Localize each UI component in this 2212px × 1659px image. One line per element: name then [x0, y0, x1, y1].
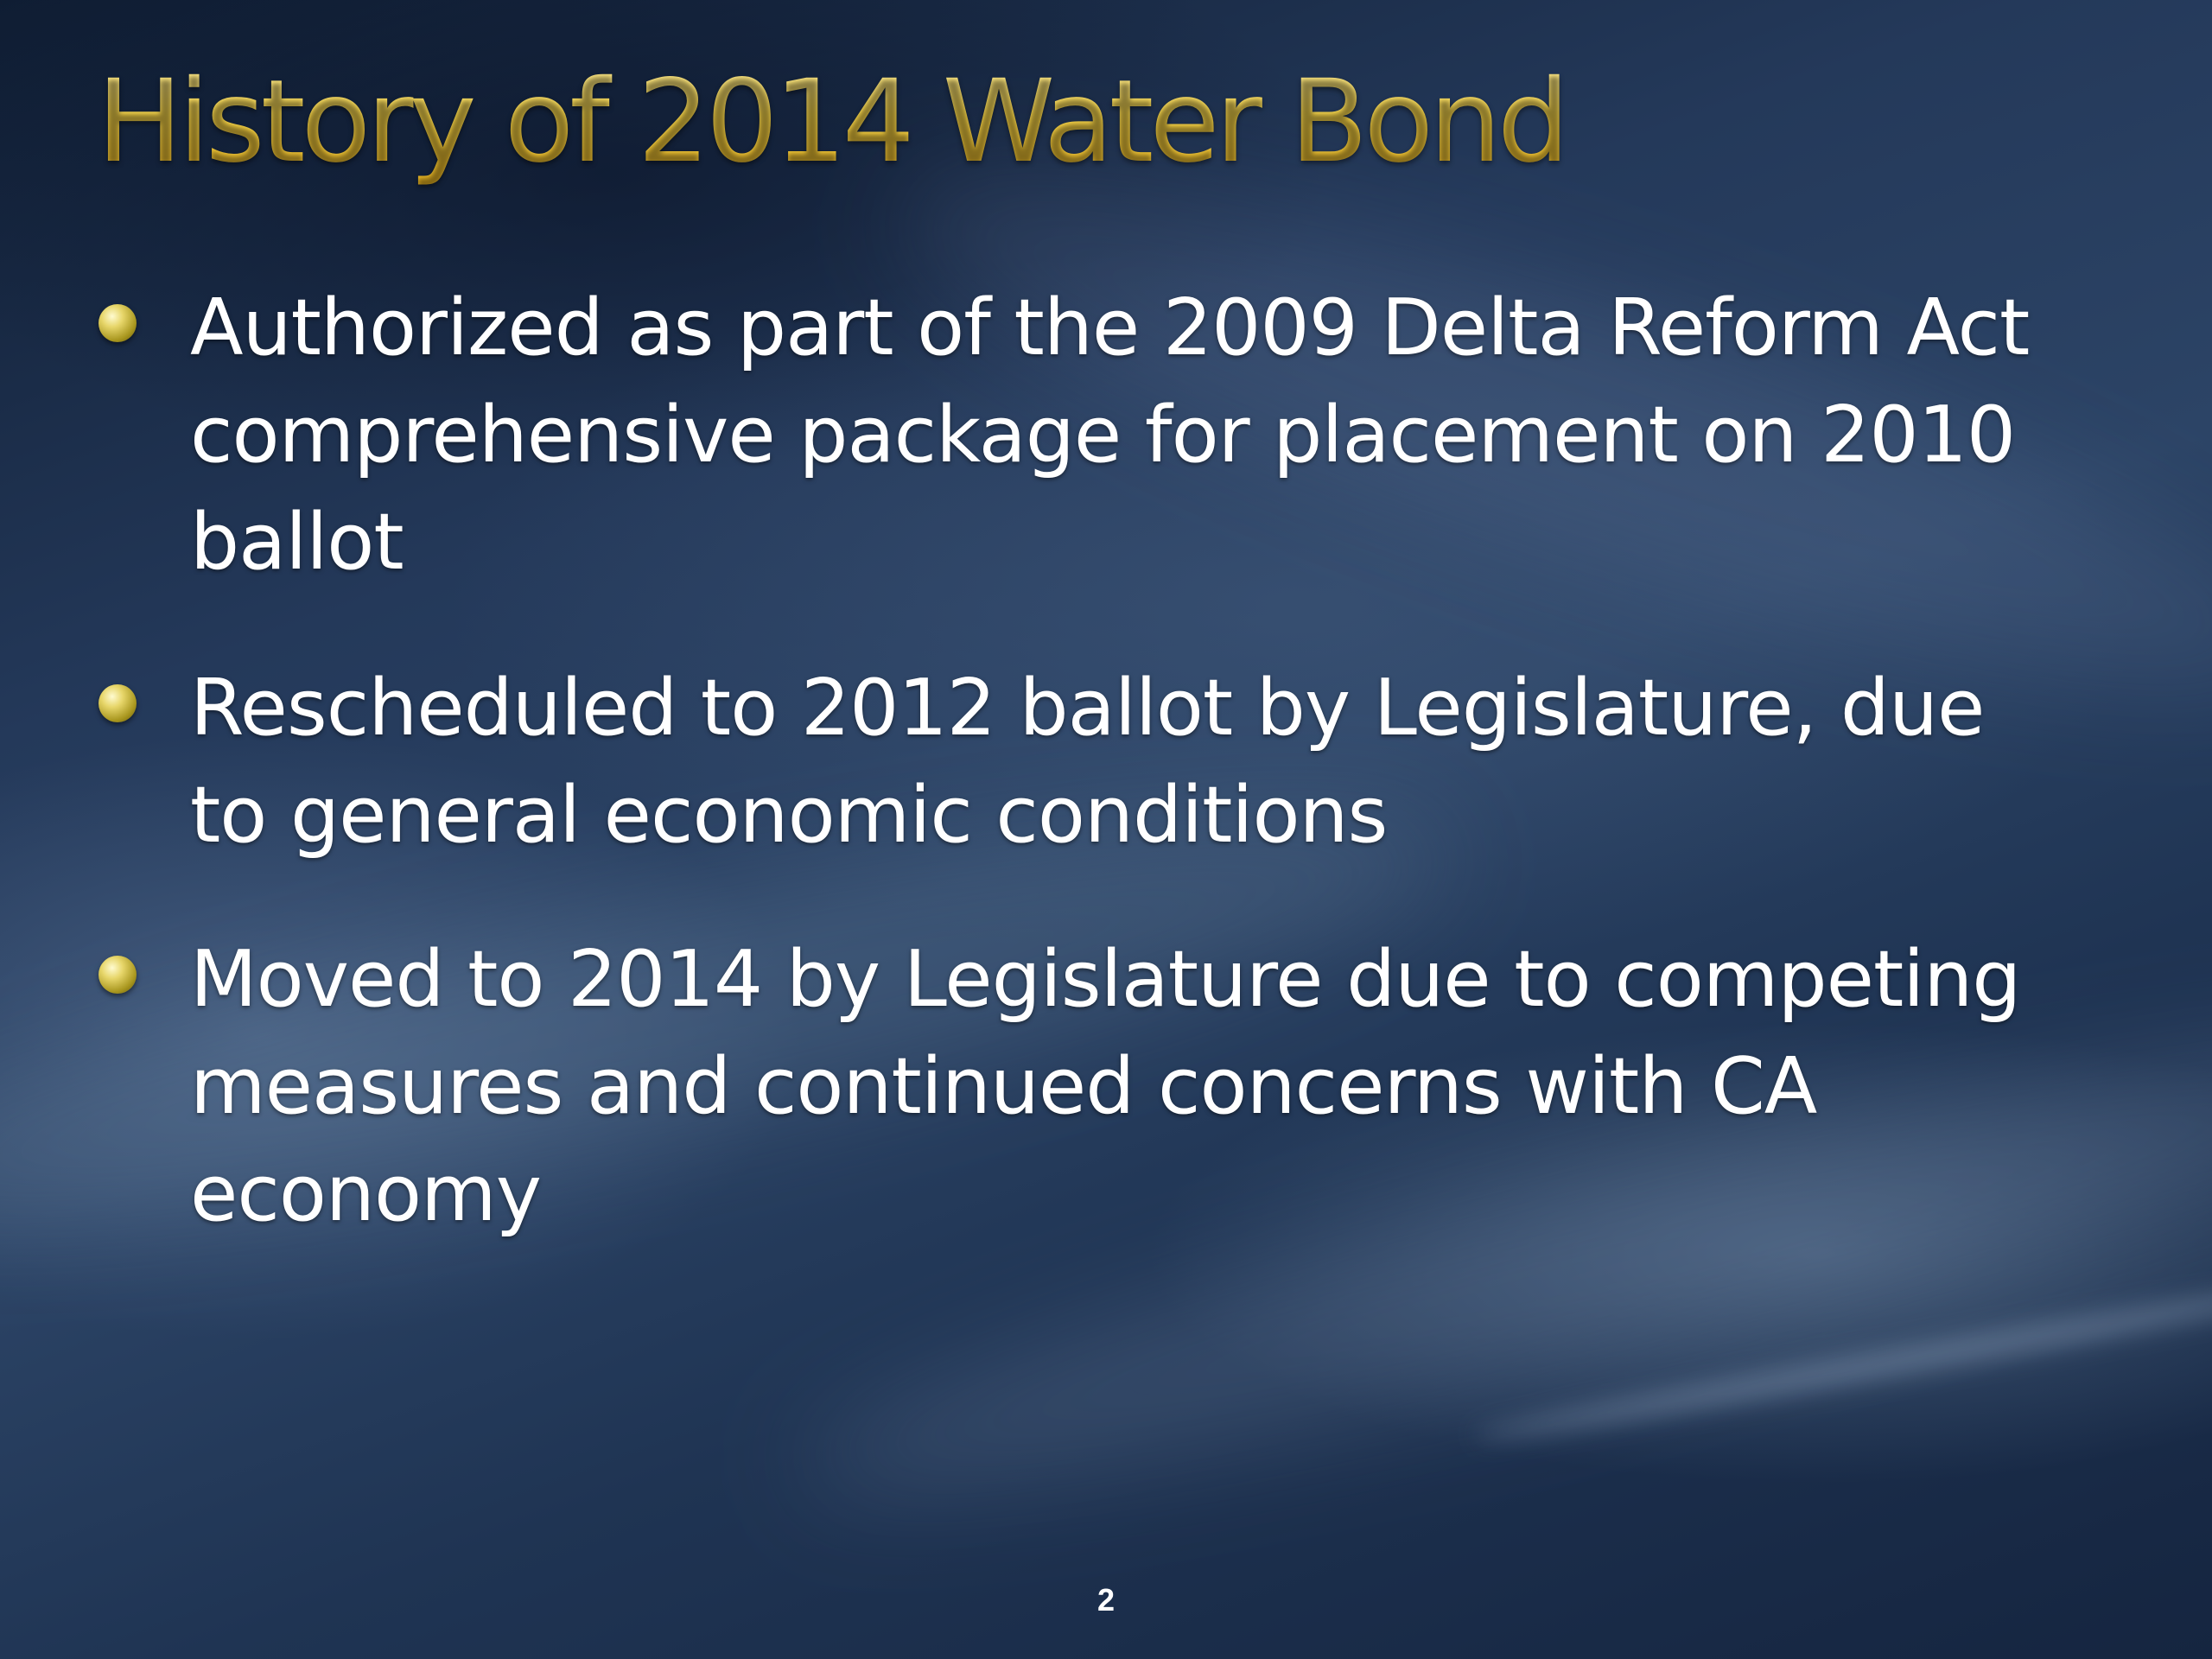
bullet-line: economy: [190, 1148, 541, 1239]
bullet-line: ballot: [190, 497, 404, 588]
bullet-text: [190, 926, 2177, 1248]
bullet-line: to general economic conditions: [190, 770, 1388, 861]
bullet-line: comprehensive package for placement on 2010: [190, 390, 2016, 480]
bullet-text: [190, 275, 2177, 596]
page-number: 2: [1096, 1582, 1116, 1618]
gold-sphere-bullet-icon: [99, 956, 137, 994]
bullet-line: Moved to 2014 by Legislature due to competing: [190, 934, 2021, 1025]
slide-title: History of 2014 Water Bond: [97, 54, 1566, 190]
gold-sphere-bullet-icon: [99, 684, 137, 722]
gold-sphere-bullet-icon: [99, 304, 137, 342]
bullet-line: Rescheduled to 2012 ballot by Legislature, due: [190, 663, 1985, 753]
bullet-text: [190, 655, 2177, 869]
bullet-line: Authorized as part of the 2009 Delta Reform Act: [190, 283, 2030, 373]
bullet-line: measures and continued concerns with CA: [190, 1041, 1817, 1132]
